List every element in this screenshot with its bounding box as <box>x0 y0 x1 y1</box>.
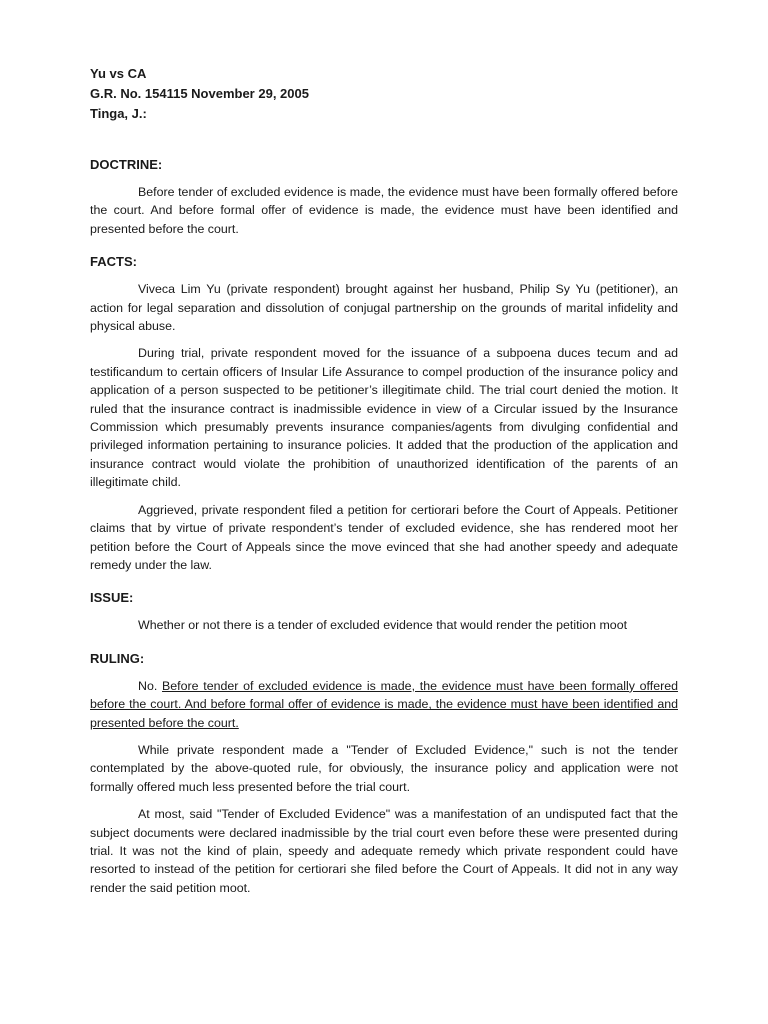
facts-paragraph-3: Aggrieved, private respondent filed a petition for certiorari before the Court of Appeals. Petitioner claims that by virtue of private respondent’s tender of excluded evidence, she has rendered moot her petition before the Court of Appeals since the move evinced that she had another speedy and adequate remedy under the law. <box>90 502 678 572</box>
facts-paragraph-2: During trial, private respondent moved for the issuance of a subpoena duces tecum and ad testificandum to certain officers of Insular Life Assurance to compel production of the insurance policy and application of a person suspected to be petitioner’s illegitimate child. The trial court denied the motion. It ruled that the insurance contract is inadmissible evidence in view of a Circular issued by the Insurance Commission which presumably prevents insurance companies/agents from divulging confidential and privileged information pertaining to insurance policies. It added that the production of the application and insurance contract would violate the prohibition of unauthorized identification of the parents of an illegitimate child. <box>90 346 678 490</box>
case-title: Yu vs CA <box>90 66 147 81</box>
ruling-paragraph-3: At most, said "Tender of Excluded Evidence" was a manifestation of an undisputed fact that the subject documents were declared inadmissible by the trial court even before these were presented during trial. It was not the kind of plain, speedy and adequate remedy which private respondent could have resorted to instead of the petition for certiorari she filed before the Court of Appeals. It did not in any way render the said petition moot. <box>90 807 678 895</box>
ruling-heading: RULING: <box>90 650 145 666</box>
ruling-paragraph-1 <box>90 677 678 732</box>
issue-text: Whether or not there is a tender of excluded evidence that would render the petition moot <box>138 618 628 633</box>
ruling-lead: No. <box>138 678 163 693</box>
gr-number: G.R. No. 154115 November 29, 2005 <box>90 86 309 101</box>
doctrine-text: Before tender of excluded evidence is made, the evidence must have been formally offered before the court. And before formal offer of evidence is made, the evidence must have been identified and presented before the court. <box>90 185 678 236</box>
document-page <box>90 64 678 897</box>
facts-heading: FACTS: <box>90 254 137 270</box>
ruling-paragraph-2: While private respondent made a "Tender of Excluded Evidence," such is not the tender contemplated by the above-quoted rule, for obviously, the insurance policy and application were not formally offered much less presented before the trial court. <box>90 742 678 794</box>
issue-heading: ISSUE: <box>90 590 134 606</box>
doctrine-heading: DOCTRINE: <box>90 157 163 172</box>
ruling-underlined-text: Before tender of excluded evidence is made, the evidence must have been formally offered before the court. And before formal offer of evidence is made, the evidence must have been identified and presented before the court. <box>90 678 679 730</box>
facts-paragraph-1: Viveca Lim Yu (private respondent) brought against her husband, Philip Sy Yu (petitioner), an action for legal separation and dissolution of conjugal partnership on the grounds of marital infidelity and physical abuse. <box>90 282 678 334</box>
ponente: Tinga, J.: <box>90 106 147 121</box>
